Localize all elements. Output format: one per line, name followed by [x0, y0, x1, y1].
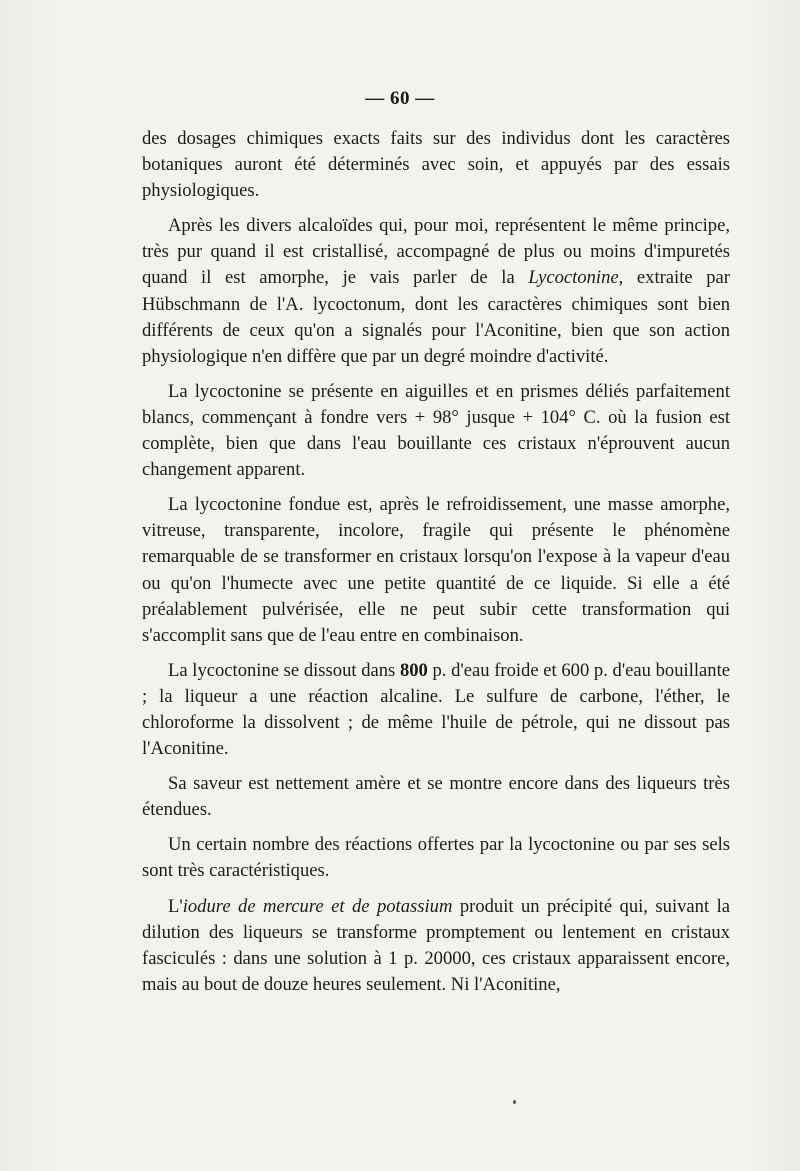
- paragraph: [142, 126, 730, 204]
- paragraph: [142, 492, 730, 649]
- bold-number: 800: [399, 659, 428, 681]
- text-run: produit un précipité qui, suivant la dilution des liqueurs se transforme promptement ou lentement en cristaux fasciculés : dans une solution à 1 p. 20000, ces cristaux apparaissent encore, mais au bout de douze heures seulement. Ni l'Aconitine,: [142, 895, 730, 995]
- paragraph: [142, 213, 730, 370]
- text-run: des dosages chimiques exacts faits sur des individus dont les caractères botaniques auront été déterminés avec soin, et appuyés par des essais physiologiques.: [142, 128, 730, 202]
- italic-term: iodure de mercure et de potassium: [182, 895, 453, 917]
- text-run: p. d'eau froide et 600 p. d'eau bouillante ; la liqueur a une réaction alcaline. Le sulfure de carbone, l'éther, le chloroforme la dissolvent ; de même l'huile de pétrole, qui ne dissout pas l'Aconitine.: [142, 659, 730, 760]
- text-run: Après les divers alcaloïdes qui, pour moi, représentent le même principe, très pur quand il est cristallisé, accompagné de plus ou moins d'impuretés quand il est amorphe, je vais parler de la: [142, 215, 730, 289]
- page-number: — 60 —: [365, 88, 435, 109]
- text-run: L': [168, 895, 183, 917]
- ink-speck: [513, 1100, 516, 1104]
- text-run: Sa saveur est nettement amère et se montre encore dans des liqueurs très étendues.: [142, 773, 730, 821]
- paragraph: [142, 379, 730, 483]
- paragraph: [142, 658, 730, 762]
- text-run: La lycoctonine se présente en aiguilles et en prismes déliés parfaitement blancs, commençant à fondre vers + 98° jusque + 104° C. où la fusion est complète, bien que dans l'eau bouillante ces cristaux n'éprouvent aucun changement apparent.: [142, 380, 730, 481]
- text-run: , extraite par Hübschmann de l'A. lycoctonum, dont les caractères chimiques sont bien différents de ceux qu'on a signalés pour l'Aconitine, bien que son action physiologique n'en diffère que par un degré moindre d'activité.: [142, 267, 730, 367]
- text-run: La lycoctonine fondue est, après le refroidissement, une masse amorphe, vitreuse, transparente, incolore, fragile qui présente le phénomène remarquable de se transformer en cristaux lorsqu'on l'expose à la vapeur d'eau ou qu'on l'humecte avec une petite quantité de ce liquide. Si elle a été préalablement pulvérisée, elle ne peut subir cette transformation qui s'accomplit sans que de l'eau entre en combinaison.: [142, 494, 730, 646]
- paragraph: [142, 832, 730, 884]
- text-run: Un certain nombre des réactions offertes par la lycoctonine ou par ses sels sont très caractéristiques.: [142, 834, 730, 882]
- body-text: [142, 126, 730, 1007]
- text-run: La lycoctonine se dissout dans: [168, 659, 400, 681]
- italic-term: Lycoctonine: [528, 267, 619, 289]
- paragraph: [142, 771, 730, 823]
- paragraph: [142, 894, 730, 998]
